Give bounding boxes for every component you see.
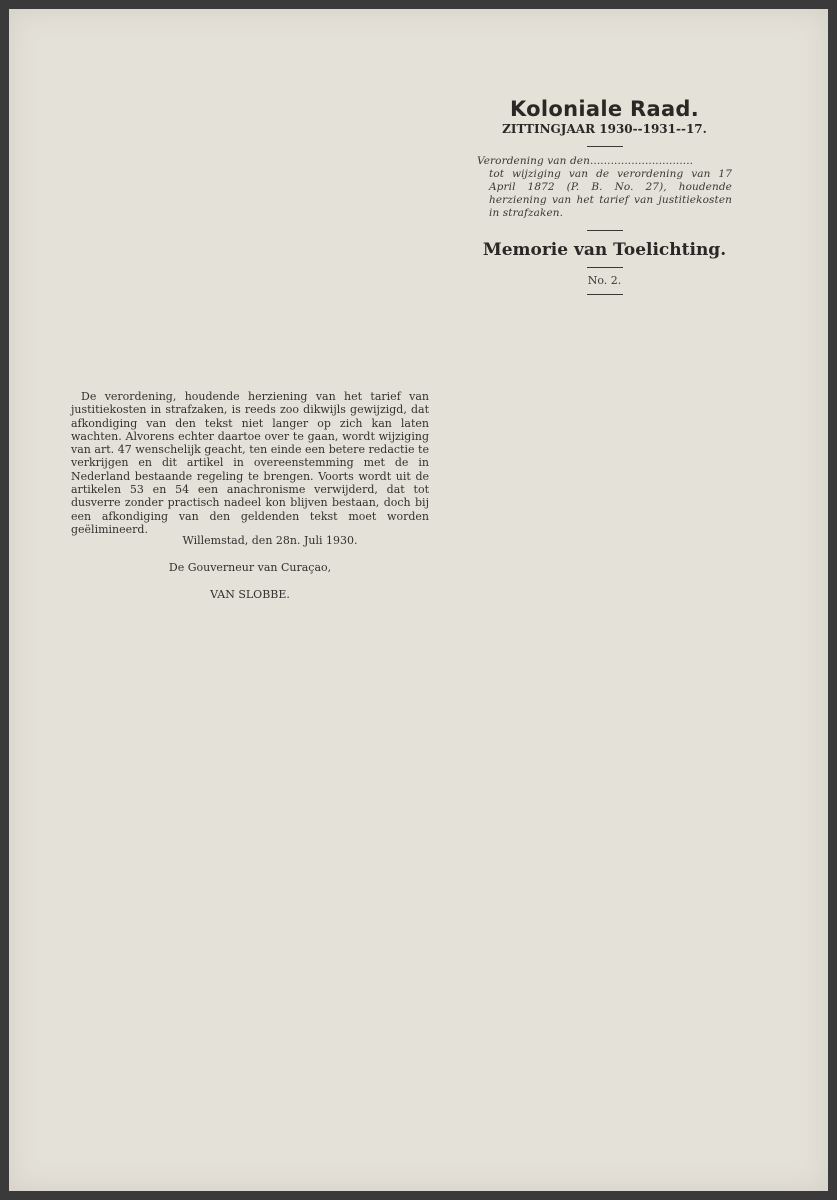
divider-rule	[587, 146, 623, 147]
ordinance-subject	[477, 155, 732, 220]
divider-rule	[587, 294, 623, 295]
subject-description: tot wijziging van de verordening van 17 April 1872 (P. B. No. 27), houdende herziening van het tarief van justitiekosten in strafzaken.	[489, 168, 732, 219]
place-date: Willemstad, den 28n. Juli 1930.	[182, 534, 358, 547]
document-type-heading: Memorie van Toelichting.	[482, 240, 727, 260]
council-title: Koloniale Raad.	[509, 97, 700, 121]
explanatory-text	[71, 390, 429, 536]
document-number: No. 2.	[587, 274, 622, 287]
body-paragraph: De verordening, houdende herziening van het tarief van justitiekosten in strafzaken, is reeds zoo dikwijls gewijzigd, dat afkondiging van den tekst niet langer op zich kan laten wachten. Alvorens echter daartoe over te gaan, wordt wijziging van art. 47 wenschelijk geacht, ten einde een betere redactie te verkrijgen en dit artikel in overeenstemming met de in Nederland bestaande regeling te brengen. Voorts wordt uit de artikelen 53 en 54 een anachronisme verwijderd, dat tot dusverre zonder practisch nadeel kon blijven bestaan, doch bij een afkondiging van den geldenden tekst moet worden geëlimineerd.	[71, 390, 429, 536]
session-year: ZITTINGJAAR 1930--1931--17.	[502, 122, 707, 136]
divider-rule	[587, 230, 623, 231]
signatory-name: VAN SLOBBE.	[210, 588, 290, 601]
subject-first-line: Verordening van den..............................	[477, 155, 694, 167]
document-page	[9, 9, 828, 1191]
signatory-office: De Gouverneur van Curaçao,	[168, 561, 332, 574]
document-header	[477, 97, 732, 295]
divider-rule	[587, 267, 623, 268]
